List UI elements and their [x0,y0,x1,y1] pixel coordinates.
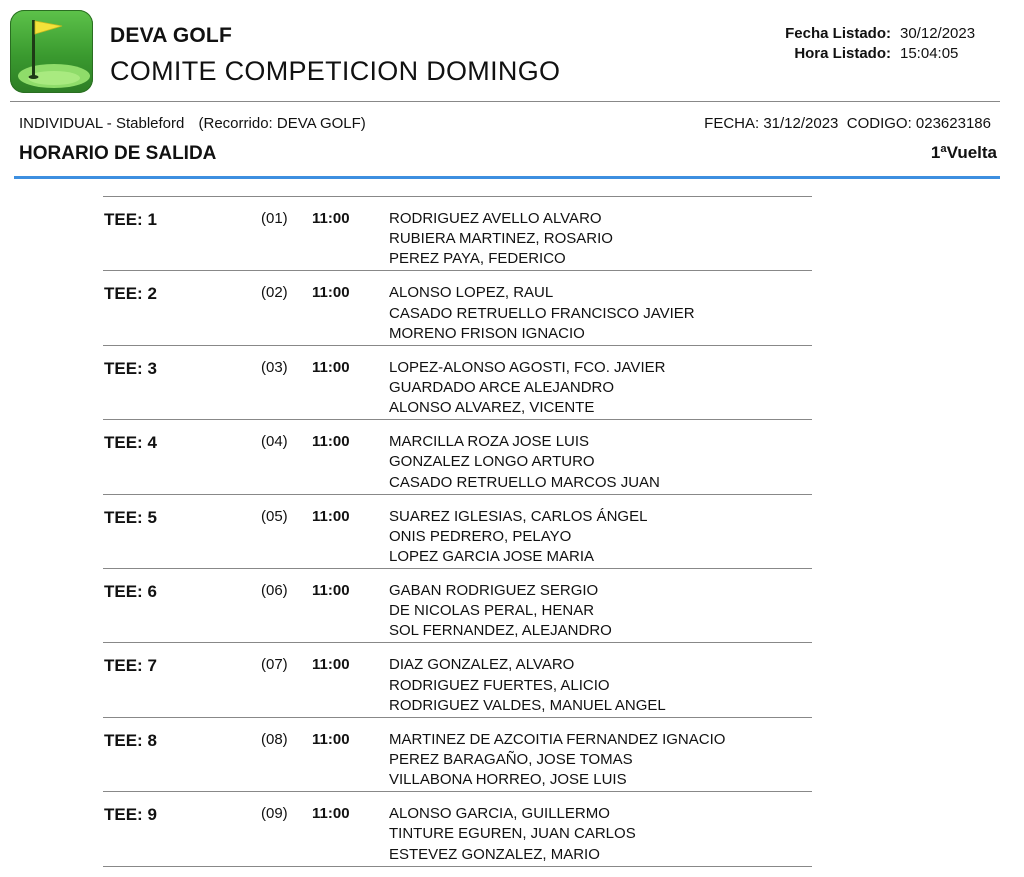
player-name: PEREZ BARAGAÑO, JOSE TOMAS [389,750,633,768]
course: (Recorrido: DEVA GOLF) [198,115,366,132]
tee-group-row [103,643,812,717]
start-time: 11:00 [312,507,350,525]
group-number: (04) [261,433,288,451]
tee-group-row [103,792,812,866]
player-name: CASADO RETRUELLO MARCOS JUAN [389,473,660,491]
tee-label: TEE: 6 [104,581,157,601]
tee-group-row [103,271,812,345]
start-time: 11:00 [312,358,350,376]
modality: INDIVIDUAL - Stableford [19,115,185,132]
player-name: CASADO RETRUELLO FRANCISCO JAVIER [389,304,695,322]
tee-label: TEE: 1 [104,210,157,229]
tee-group-row [103,197,812,271]
committee-title: COMITE COMPETICION DOMINGO [110,56,561,86]
player-name: ONIS PEDRERO, PELAYO [389,527,572,545]
tee-label: TEE: 7 [104,656,157,676]
start-time: 11:00 [312,210,350,227]
tee-label: TEE: 2 [104,284,157,304]
tee-group-row [103,420,812,494]
hora-listado-label: Hora Listado: [794,45,891,62]
player-name: RODRIGUEZ VALDES, MANUEL ANGEL [389,696,666,714]
start-time: 11:00 [312,284,350,302]
club-name: DEVA GOLF [110,24,232,47]
group-number: (03) [261,358,288,376]
start-time: 11:00 [312,730,350,748]
player-name: DIAZ GONZALEZ, ALVARO [389,656,575,674]
group-number: (01) [261,210,288,227]
player-list [389,283,695,344]
date-code: FECHA: 31/12/2023 CODIGO: 023623186 [704,115,991,132]
player-name: ALONSO LOPEZ, RAUL [389,284,554,302]
player-name: LOPEZ GARCIA JOSE MARIA [389,547,595,565]
competition-format [19,115,376,132]
player-list [389,804,636,865]
header-divider [10,101,1000,102]
player-name: PEREZ PAYA, FEDERICO [389,250,566,268]
player-list [389,730,725,791]
player-name: TINTURE EGUREN, JUAN CARLOS [389,825,636,843]
tee-label: TEE: 9 [104,805,157,825]
tee-group-row [103,346,812,420]
player-name: LOPEZ-ALONSO AGOSTI, FCO. JAVIER [389,358,666,376]
tee-label: TEE: 8 [104,730,157,750]
player-name: ALONSO ALVAREZ, VICENTE [389,399,595,417]
group-number: (06) [261,581,288,599]
player-name: RODRIGUEZ AVELLO ALVARO [389,210,602,227]
player-list [389,209,613,270]
group-number: (05) [261,507,288,525]
player-name: SUAREZ IGLESIAS, CARLOS ÁNGEL [389,507,648,525]
player-name: VILLABONA HORREO, JOSE LUIS [389,771,627,789]
player-list [389,432,660,493]
hora-listado-value: 15:04:05 [900,45,959,62]
player-name: MARTINEZ DE AZCOITIA FERNANDEZ IGNACIO [389,730,726,748]
tee-label: TEE: 4 [104,433,157,453]
tee-group-row [103,718,812,792]
group-number: (07) [261,656,288,674]
player-name: MARCILLA ROZA JOSE LUIS [389,433,590,451]
player-list [389,581,612,642]
golf-flag-icon [10,10,93,93]
player-name: DE NICOLAS PERAL, HENAR [389,602,595,620]
fecha-listado-value: 30/12/2023 [900,25,976,42]
start-time: 11:00 [312,581,350,599]
player-list [389,507,647,568]
round-label: 1ªVuelta [930,143,997,162]
tee-group-row [103,569,812,643]
player-name: RODRIGUEZ FUERTES, ALICIO [389,676,610,694]
tee-label: TEE: 5 [104,507,157,527]
player-name: ALONSO GARCIA, GUILLERMO [389,805,610,823]
group-number: (02) [261,284,288,302]
player-name: ESTEVEZ GONZALEZ, MARIO [389,845,600,863]
player-name: RUBIERA MARTINEZ, ROSARIO [389,230,613,248]
fecha-listado-label: Fecha Listado: [785,25,891,42]
section-title: HORARIO DE SALIDA [19,143,217,164]
listing-meta [785,24,982,64]
start-time: 11:00 [312,433,350,451]
start-time: 11:00 [312,805,350,823]
tee-times-table [103,196,812,867]
player-list [389,358,665,419]
player-name: GABAN RODRIGUEZ SERGIO [389,581,599,599]
player-list [389,655,666,716]
player-name: MORENO FRISON IGNACIO [389,324,585,342]
section-divider [14,176,1000,179]
group-number: (09) [261,805,288,823]
tee-label: TEE: 3 [104,358,157,378]
tee-group-row [103,495,812,569]
player-name: GONZALEZ LONGO ARTURO [389,453,595,471]
group-number: (08) [261,730,288,748]
player-name: GUARDADO ARCE ALEJANDRO [389,378,615,396]
player-name: SOL FERNANDEZ, ALEJANDRO [389,622,612,640]
start-time: 11:00 [312,656,350,674]
